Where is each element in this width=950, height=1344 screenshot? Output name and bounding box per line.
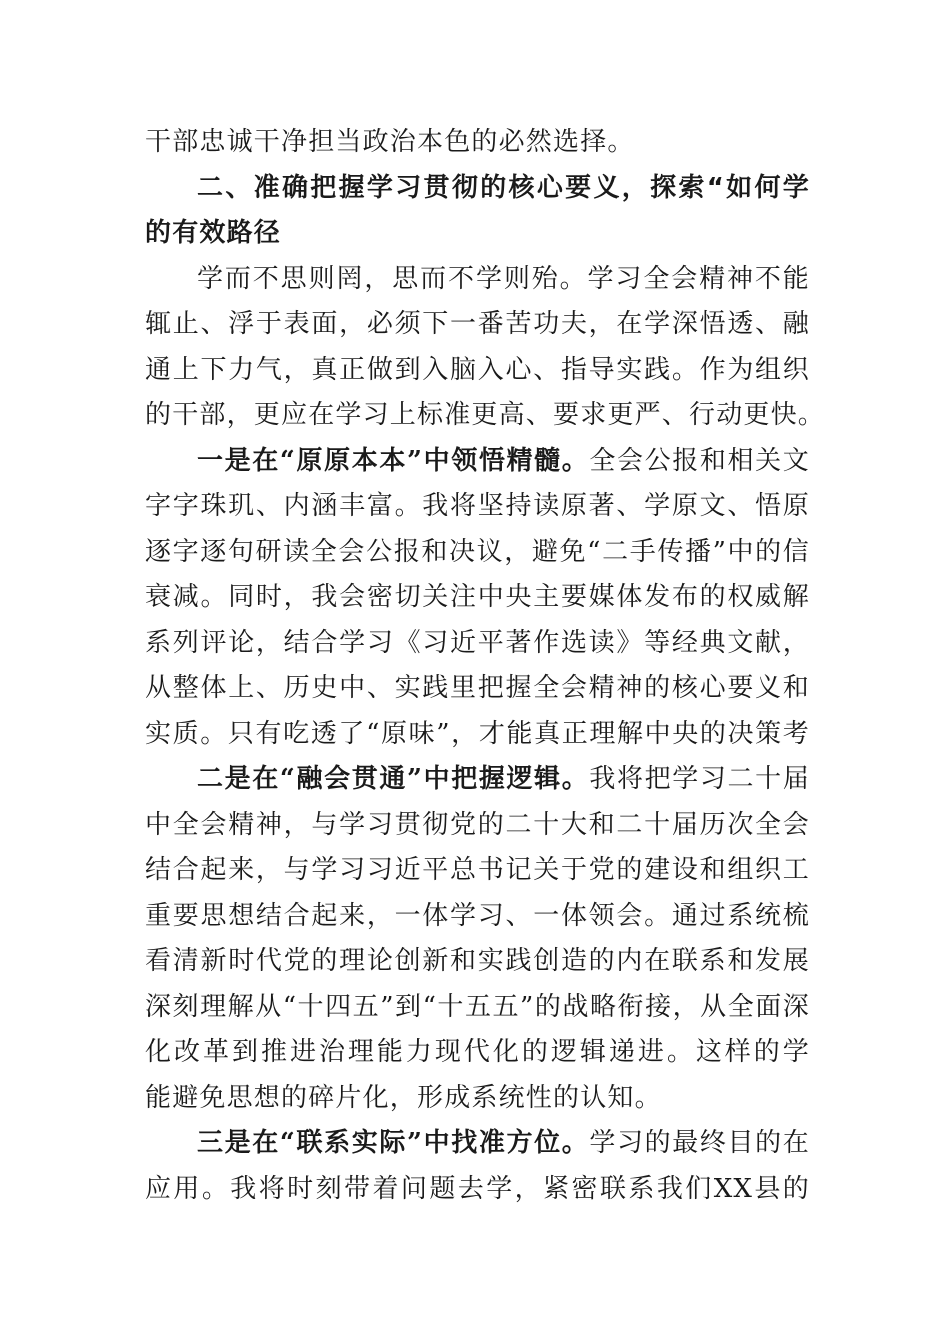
section-heading-line-1: 二、准确把握学习贯彻的核心要义，探索“如何学 xyxy=(197,172,810,203)
point-three-line: 应用。我将时刻带着问题去学，紧密联系我们XX县的 xyxy=(145,1173,810,1204)
point-two-line: 中全会精神，与学习贯彻党的二十大和二十届历次全会 xyxy=(145,809,810,840)
paragraph-intro-line: 的干部，更应在学习上标准更高、要求更严、行动更快。 xyxy=(145,400,826,430)
paragraph-intro-line: 辄止、浮于表面，必须下一番苦功夫，在学深悟透、融 xyxy=(145,309,810,339)
point-three-lead-line xyxy=(145,1121,810,1167)
point-three-lead-text: 学习的最终目的在 xyxy=(589,1128,810,1158)
point-one-line: 系列评论，结合学习《习近平著作选读》等经典文献， xyxy=(145,627,810,658)
point-one-title: 一是在“原原本本”中领悟精髓。 xyxy=(197,445,590,476)
point-one-line: 字字珠玑、内涵丰富。我将坚持读原著、学原文、悟原 xyxy=(145,491,810,521)
point-two-line: 结合起来，与学习习近平总书记关于党的建设和组织工 xyxy=(145,855,810,885)
paragraph-intro-line: 通上下力气，真正做到入脑入心、指导实践。作为组织 xyxy=(145,354,810,385)
point-one-lead-line xyxy=(145,439,810,485)
paragraph-continuation-line: 干部忠诚干净担当政治本色的必然选择。 xyxy=(145,127,635,157)
point-two-lead-line xyxy=(145,757,810,803)
point-one-line: 从整体上、历史中、实践里把握全会精神的核心要义和 xyxy=(145,673,810,703)
point-two-line: 重要思想结合起来，一体学习、一体领会。通过系统梳 xyxy=(145,900,810,931)
point-three-title: 三是在“联系实际”中找准方位。 xyxy=(197,1128,590,1158)
point-one-lead-text: 全会公报和相关文 xyxy=(589,445,810,476)
point-one-line: 实质。只有吃透了“原味”，才能真正理解中央的决策考 xyxy=(145,718,810,749)
point-two-title: 二是在“融会贯通”中把握逻辑。 xyxy=(197,764,590,794)
point-two-line: 化改革到推进治理能力现代化的逻辑递进。这样的学 xyxy=(145,1037,810,1067)
paragraph-intro-line: 学而不思则罔，思而不学则殆。学习全会精神不能 xyxy=(197,263,810,294)
document-body xyxy=(145,120,826,1212)
point-two-line: 看清新时代党的理论创新和实践创造的内在联系和发展 xyxy=(145,946,810,976)
point-two-line: 深刻理解从“十四五”到“十五五”的战略衔接，从全面深 xyxy=(145,991,810,1022)
point-two-line: 能避免思想的碎片化，形成系统性的认知。 xyxy=(145,1082,662,1113)
point-two-lead-text: 我将把学习二十届 xyxy=(589,764,810,794)
point-one-line: 衰减。同时，我会密切关注中央主要媒体发布的权威解 xyxy=(145,582,810,612)
point-one-line: 逐字逐句研读全会公报和决议，避免“二手传播”中的信 xyxy=(145,536,810,567)
section-heading-line-2: 的有效路径 xyxy=(145,218,282,248)
